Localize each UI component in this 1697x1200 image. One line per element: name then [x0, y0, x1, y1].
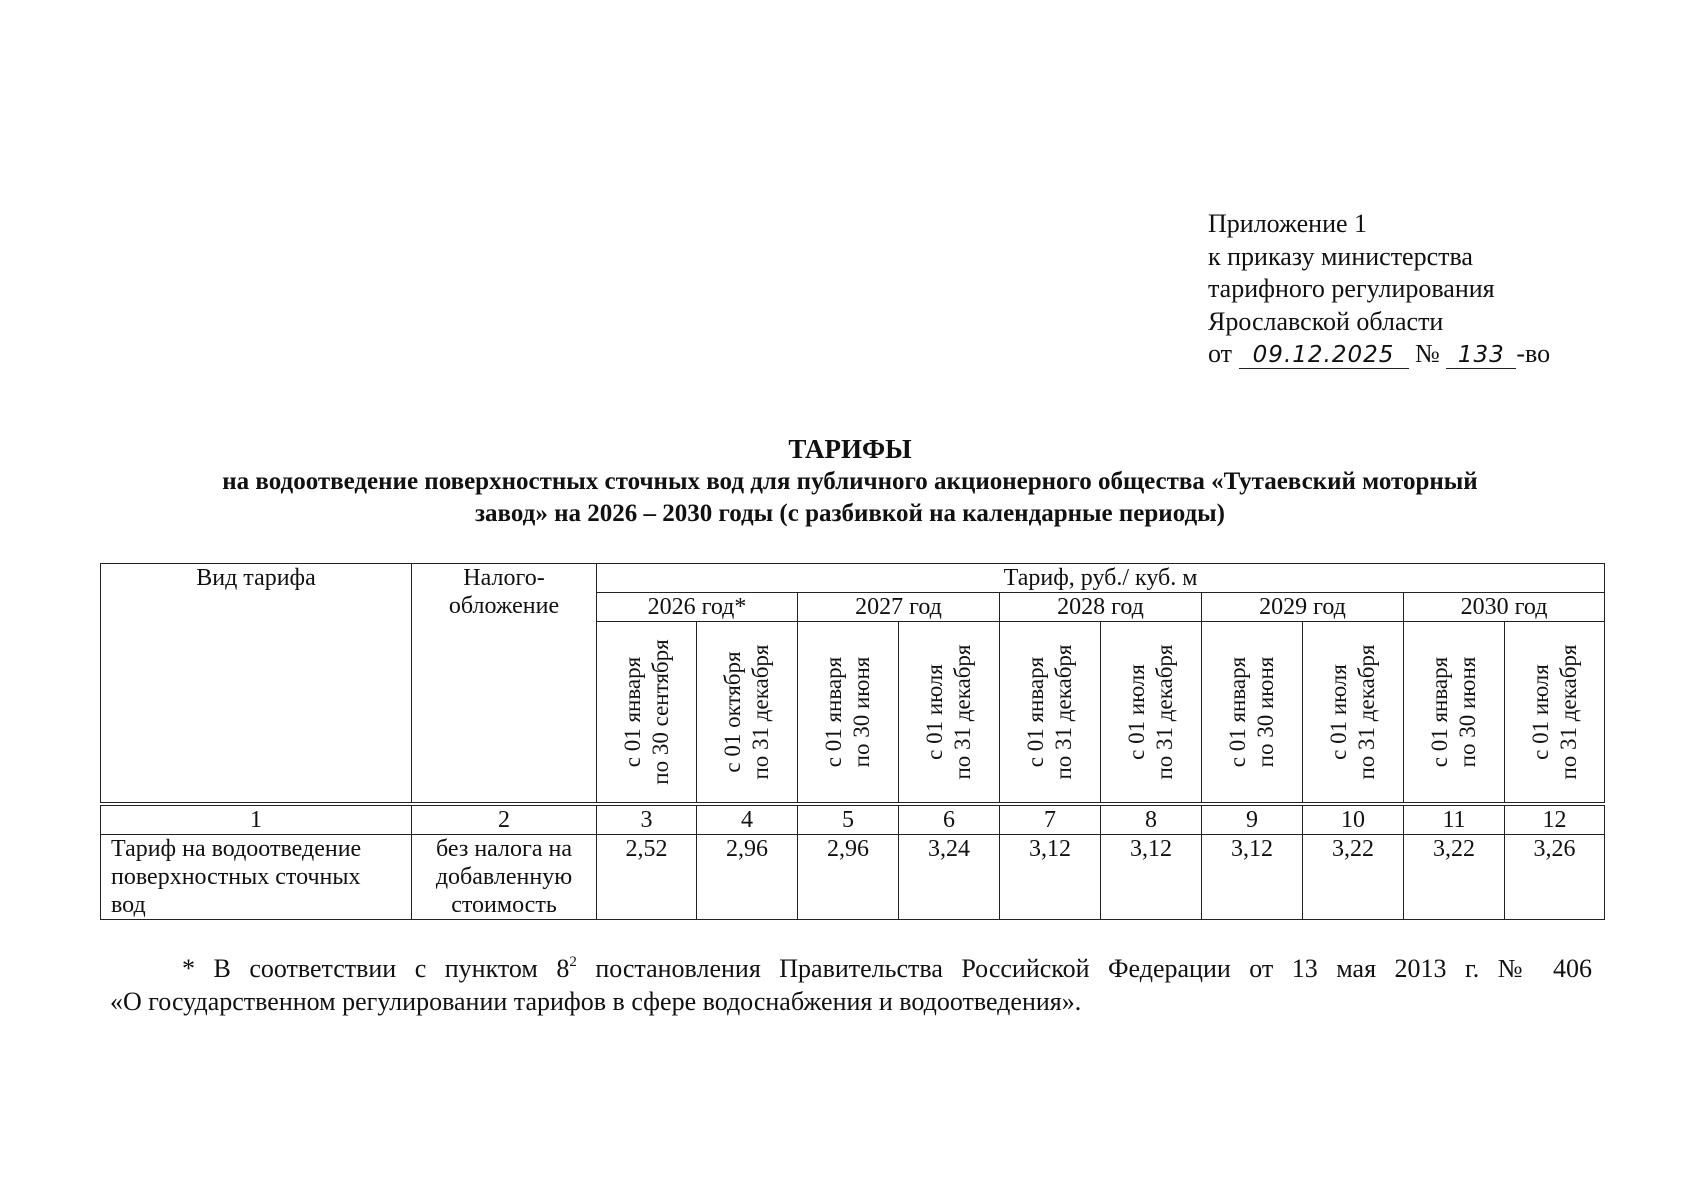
column-number: 1 [101, 804, 412, 835]
header-tariff-type: Вид тарифа [101, 564, 412, 805]
column-number: 11 [1404, 804, 1505, 835]
header-period [1101, 622, 1202, 805]
column-number: 4 [697, 804, 798, 835]
period-label: с 01 июля по 31 декабря [1326, 644, 1379, 780]
period-label: с 01 января по 30 июня [1225, 656, 1278, 768]
tariff-type-cell: Тариф на водоотведение поверхностных сточных вод [101, 835, 412, 920]
column-number: 12 [1505, 804, 1605, 835]
header-period [697, 622, 798, 805]
appendix-block [1208, 208, 1550, 371]
period-label: с 01 января по 30 июня [1427, 656, 1480, 768]
tariff-value: 3,12 [1101, 835, 1202, 920]
footnote [110, 952, 1592, 1018]
tariff-table [100, 563, 1605, 920]
column-number: 9 [1202, 804, 1303, 835]
header-period [798, 622, 899, 805]
footnote-part-1: * В соответствии с пунктом 8 [182, 954, 570, 983]
document-title [120, 432, 1580, 530]
header-period [899, 622, 1000, 805]
appendix-date-line [1208, 338, 1550, 371]
tariff-value: 2,96 [798, 835, 899, 920]
footnote-part-2: постановления Правительства Российской Федерации от 13 мая 2013 г. № 406 [576, 954, 1593, 983]
header-year-2030: 2030 год [1404, 593, 1605, 622]
tariff-value: 3,22 [1404, 835, 1505, 920]
period-label: с 01 июля по 31 декабря [922, 644, 975, 780]
header-tariff-unit: Тариф, руб./ куб. м [597, 564, 1605, 593]
header-year-2029: 2029 год [1202, 593, 1404, 622]
header-period [1505, 622, 1605, 805]
footnote-line-1 [110, 952, 1592, 985]
header-period [1000, 622, 1101, 805]
header-taxation: Налого- обложение [412, 564, 597, 805]
period-label: с 01 июля по 31 декабря [1124, 644, 1177, 780]
handwritten-number: 133 [1446, 342, 1516, 369]
period-label: с 01 января по 30 июня [821, 656, 874, 768]
header-period [1404, 622, 1505, 805]
tariff-value: 3,24 [899, 835, 1000, 920]
title-subtitle-line-2: завод» на 2026 – 2030 годы (с разбивкой на календарные периоды) [475, 500, 1225, 527]
title-heading: ТАРИФЫ [788, 434, 912, 464]
column-number: 3 [597, 804, 697, 835]
tariff-value: 3,12 [1000, 835, 1101, 920]
column-number-row [101, 804, 1605, 835]
title-subtitle-line-1: на водоотведение поверхностных сточных вод для публичного акционерного общества «Тутаевский моторный [222, 468, 1478, 495]
appendix-line-2: к приказу министерства [1208, 241, 1473, 271]
tariff-value: 3,12 [1202, 835, 1303, 920]
header-year-2026: 2026 год* [597, 593, 798, 622]
number-suffix: -во [1516, 339, 1551, 368]
number-label: № [1415, 339, 1440, 368]
appendix-line-1: Приложение 1 [1208, 209, 1368, 238]
column-number: 6 [899, 804, 1000, 835]
footnote-line-2: «О государственном регулировании тарифов в сфере водоснабжения и водоотведения». [110, 987, 1082, 1016]
tariff-value: 3,26 [1505, 835, 1605, 920]
footnote-superscript: 2 [569, 954, 577, 970]
column-number: 7 [1000, 804, 1101, 835]
column-number: 2 [412, 804, 597, 835]
handwritten-date: 09.12.2025 [1239, 342, 1409, 369]
column-number: 5 [798, 804, 899, 835]
tariff-value: 2,52 [597, 835, 697, 920]
header-period [1202, 622, 1303, 805]
header-period [1303, 622, 1404, 805]
header-year-2028: 2028 год [1000, 593, 1202, 622]
period-label: с 01 января по 31 декабря [1023, 644, 1076, 780]
taxation-cell: без налога на добавленную стоимость [412, 835, 597, 920]
tariff-value: 2,96 [697, 835, 798, 920]
date-prefix: от [1208, 339, 1233, 368]
header-period [597, 622, 697, 805]
column-number: 10 [1303, 804, 1404, 835]
period-label: с 01 июля по 31 декабря [1527, 644, 1581, 780]
tariff-value: 3,22 [1303, 835, 1404, 920]
appendix-line-4: Ярославской области [1208, 306, 1444, 336]
table-row [101, 835, 1605, 920]
period-label: с 01 октября по 31 декабря [720, 644, 773, 780]
column-number: 8 [1101, 804, 1202, 835]
appendix-line-3: тарифного регулирования [1208, 274, 1495, 303]
period-label: с 01 января по 30 сентября [619, 639, 673, 785]
header-year-2027: 2027 год [798, 593, 1000, 622]
